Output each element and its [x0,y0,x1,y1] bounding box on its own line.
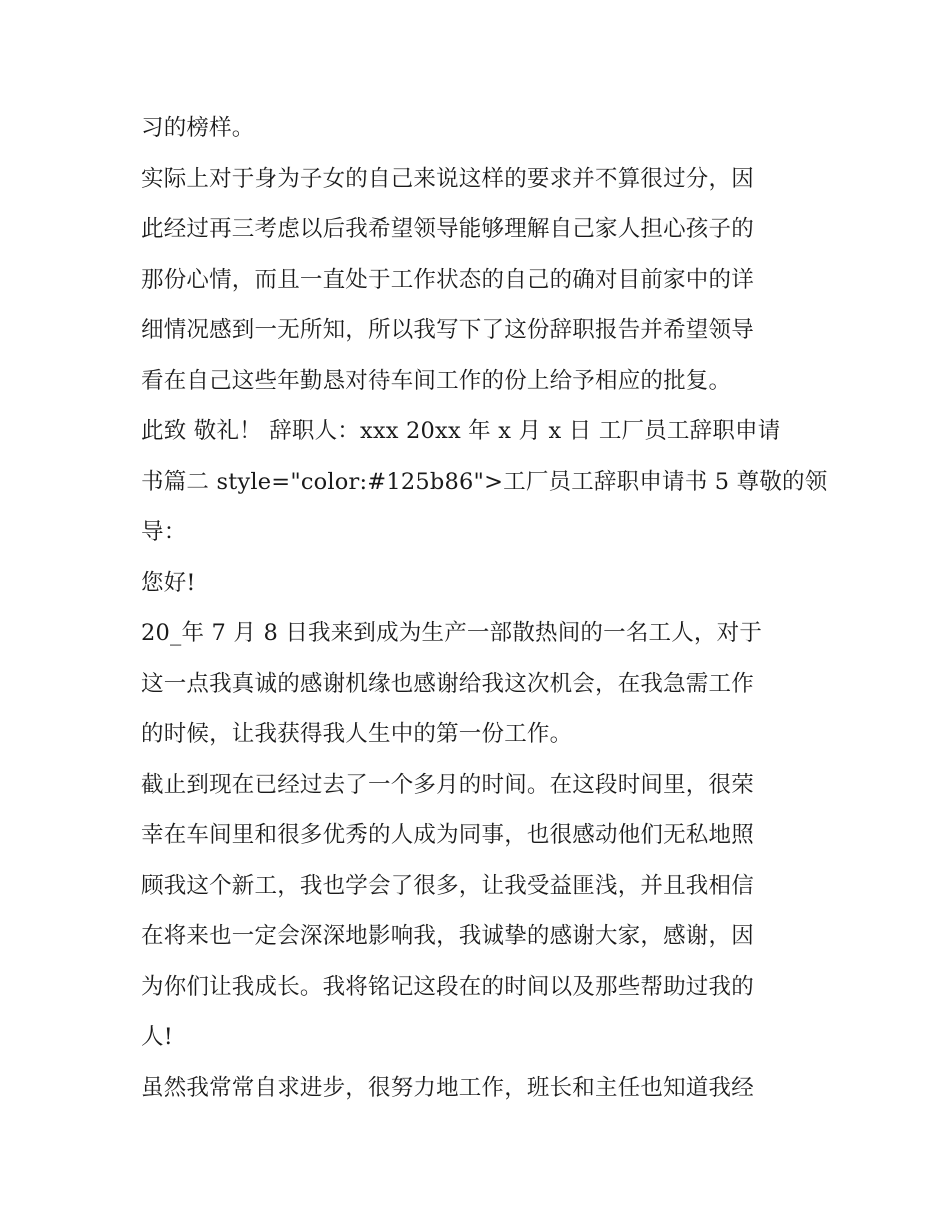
text-line-14: 截止到现在已经过去了一个多月的时间。在这段时间里，很荣 [141,771,754,798]
text-line-7: 此致 敬礼！ 辞职人：xxx 20xx 年 x 月 x 日 工厂员工辞职申请 [141,418,781,444]
text-line-9: 导： [141,519,187,545]
text-line-13: 的时候，让我获得我人生中的第一份工作。 [141,721,573,747]
text-line-8: 书篇二 style="color:#125b86">工厂员工辞职申请书 5 尊敬的领 [141,468,828,495]
text-line-15: 幸在车间里和很多优秀的人成为同事，也很感动他们无私地照 [141,822,754,848]
text-line-6: 看在自己这些年勤恳对待车间工作的份上给予相应的批复。 [141,367,732,394]
text-line-5: 细情况感到一无所知，所以我写下了这份辞职报告并希望领导 [141,317,754,343]
text-line-11: 20_年 7 月 8 日我来到成为生产一部散热间的一名工人，对于 [141,620,763,646]
text-line-1: 习的榜样。 [141,115,255,141]
text-line-4: 那份心情，而且一直处于工作状态的自己的确对目前家中的详 [141,266,754,293]
text-line-16: 顾我这个新工，我也学会了很多，让我受益匪浅，并且我相信 [141,872,754,899]
text-line-20: 虽然我常常自求进步，很努力地工作，班长和主任也知道我经 [141,1074,754,1101]
text-line-19: 人! [141,1024,173,1050]
text-line-12: 这一点我真诚的感谢机缘也感谢给我这次机会，在我急需工作 [141,670,754,697]
text-line-18: 为你们让我成长。我将铭记这段在的时间以及那些帮助过我的 [141,973,754,1000]
text-line-17: 在将来也一定会深深地影响我，我诚挚的感谢大家，感谢，因 [141,923,754,949]
text-line-10: 您好! [141,569,196,596]
text-line-3: 此经过再三考虑以后我希望领导能够理解自己家人担心孩子的 [141,216,754,242]
text-line-2: 实际上对于身为子女的自己来说这样的要求并不算很过分，因 [141,165,754,192]
document-body [141,103,828,1113]
